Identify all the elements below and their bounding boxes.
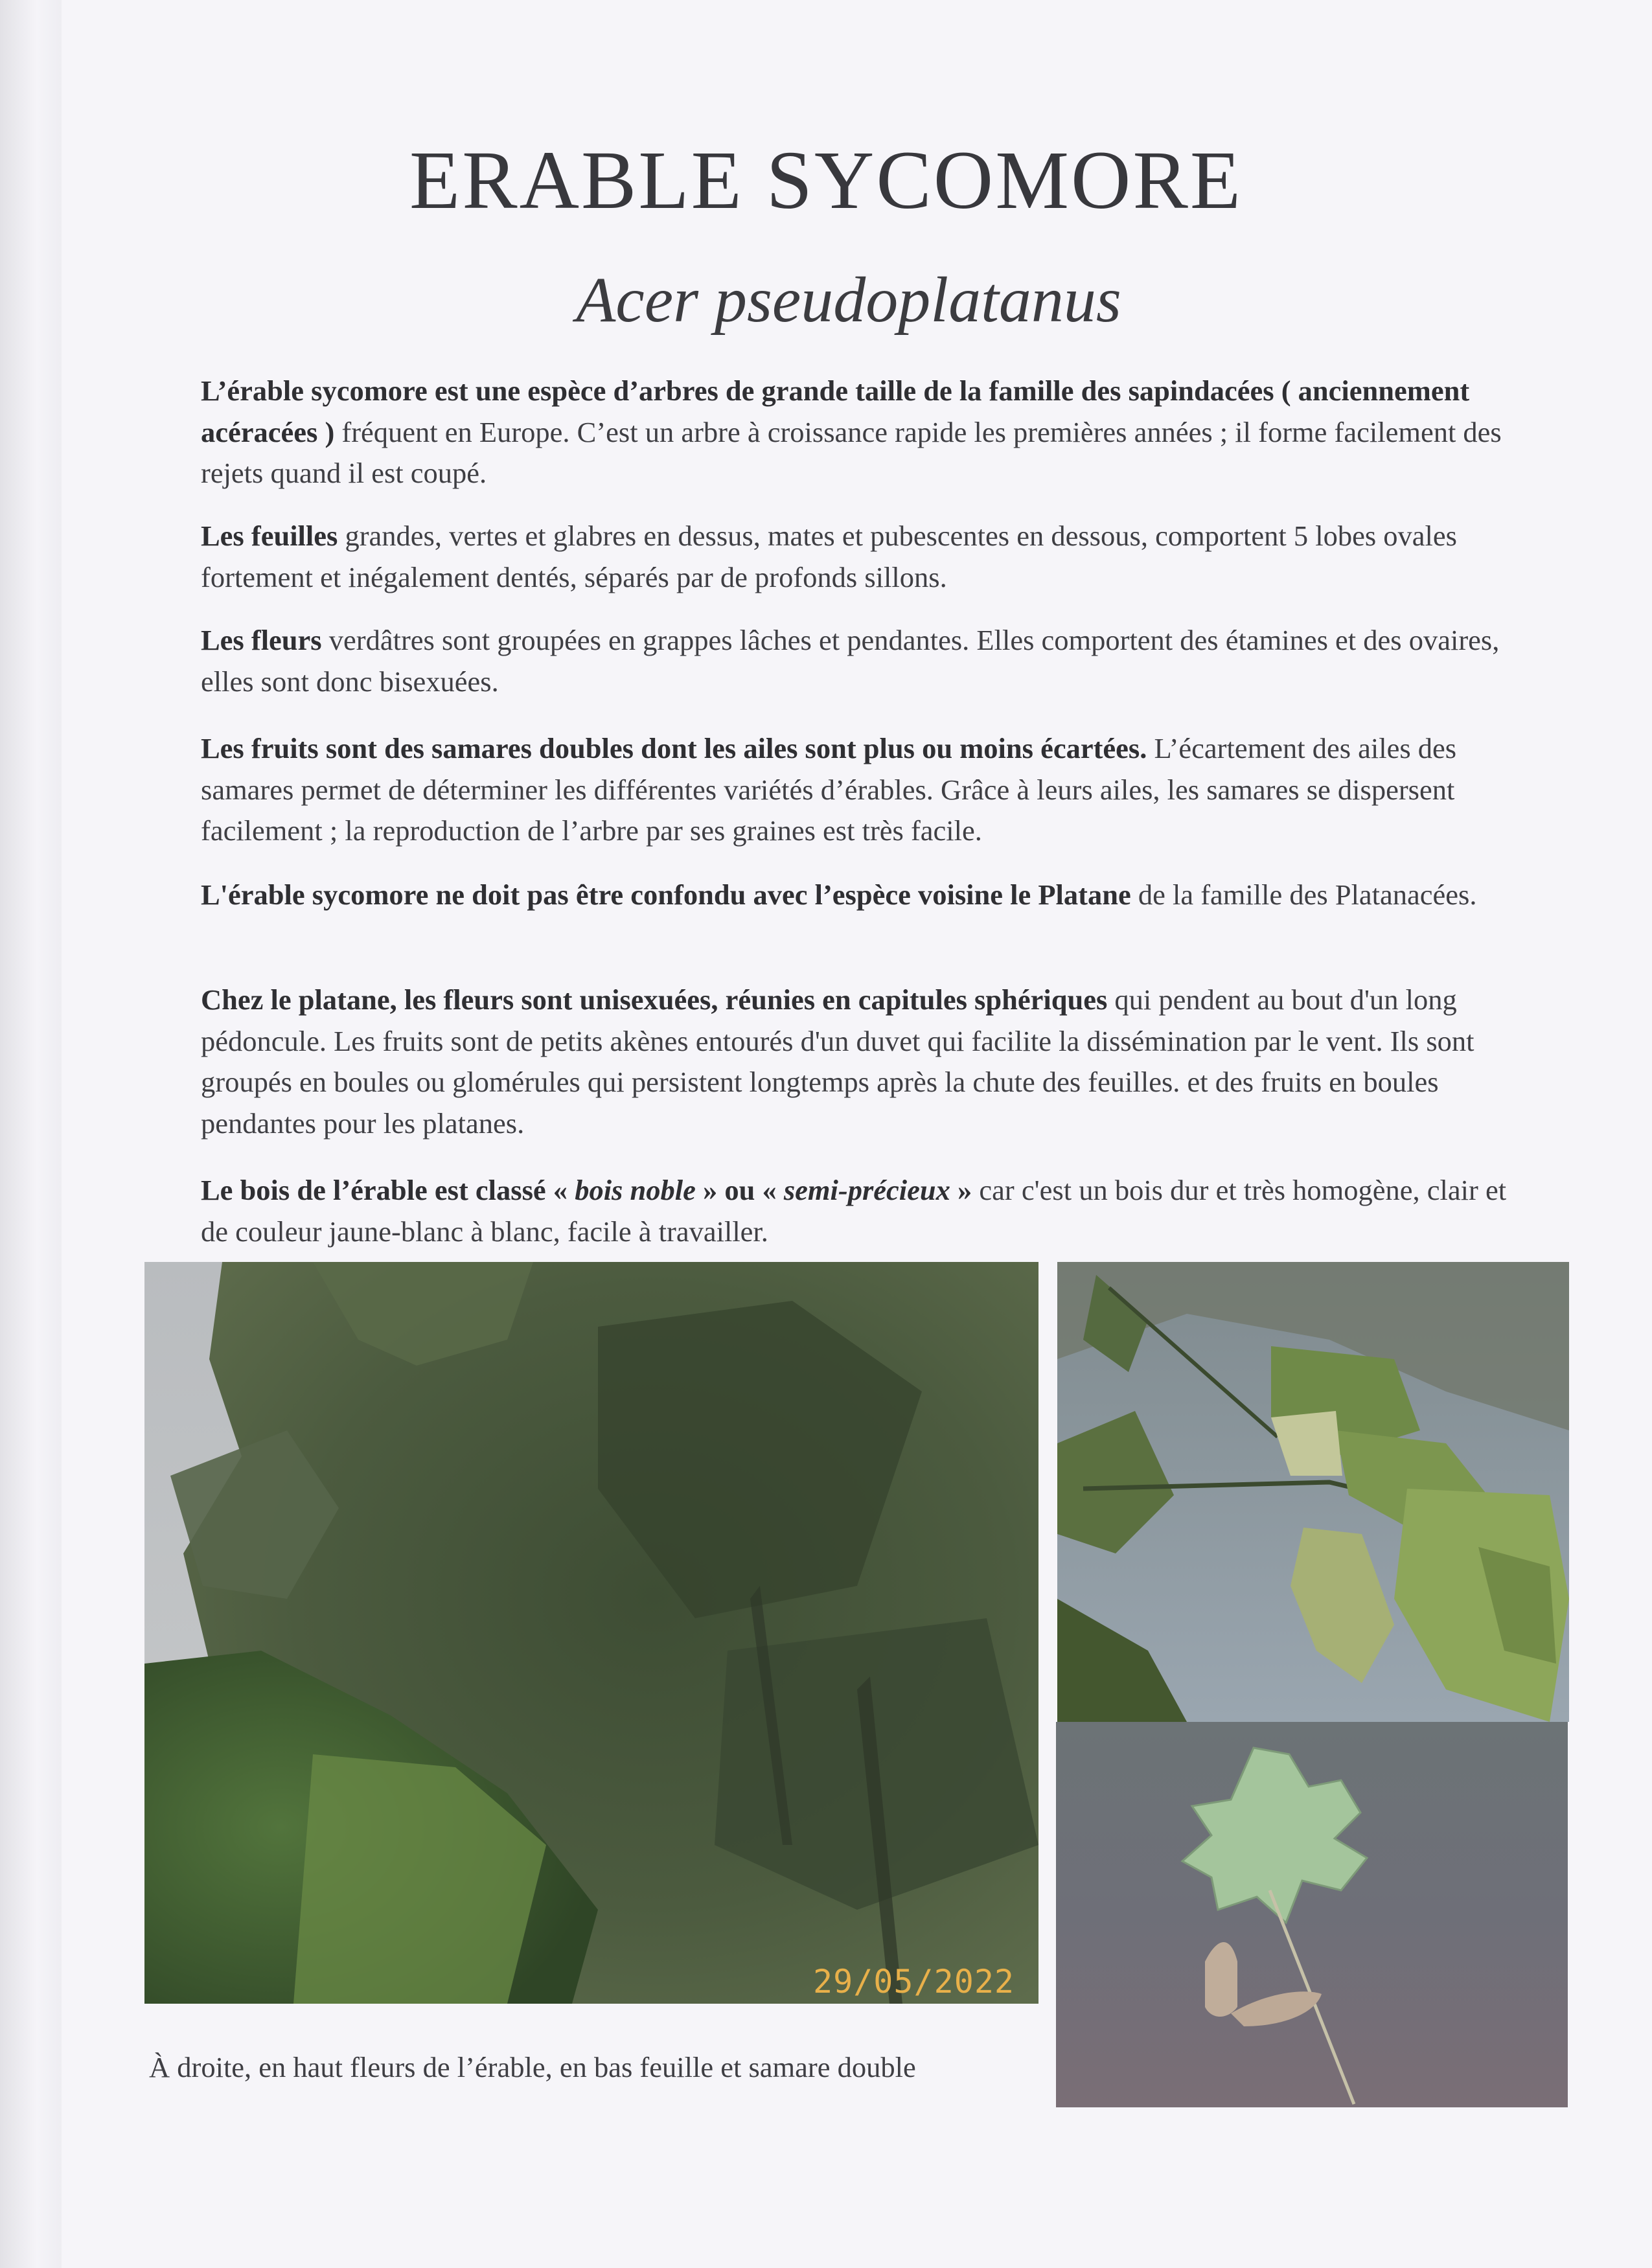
leaves-bold: Les feuilles (201, 520, 338, 552)
photo-caption: À droite, en haut fleurs de l’érable, en bas feuille et samare double (149, 2051, 916, 2083)
wood-bold-1: Le bois de l’érable est classé « (201, 1174, 568, 1206)
tree-photo-image (144, 1262, 1038, 2004)
paragraph-flowers (201, 620, 1509, 702)
platane-text: qui pendent au bout d'un long pédoncule. Les fruits sont de petits akènes entourés d'un duvet qui facilite la dissémination par le vent. Ils sont groupés en boules ou glomérules qui persistent longtemps après la chute des feuilles. et des fruits en boules pendantes pour les platanes. (201, 983, 1474, 1140)
paragraph-wood (201, 1170, 1509, 1252)
fruits-bold: Les fruits sont des samares doubles dont les ailes sont plus ou moins écartées. (201, 732, 1147, 764)
wood-text: car c'est un bois dur et très homogène, clair et de couleur jaune-blanc à blanc, facile à travailler. (201, 1174, 1507, 1248)
flowers-photo (1057, 1262, 1569, 1722)
platane-bold: Chez le platane, les fleurs sont unisexuées, réunies en capitules sphériques (201, 983, 1108, 1016)
scan-edge (0, 0, 62, 2268)
wood-bold-3: » (958, 1174, 972, 1206)
wood-bold-italic-2: semi-précieux (776, 1174, 958, 1206)
page-title: ERABLE SYCOMORE (409, 134, 1243, 226)
wood-bold-italic-1: bois noble (568, 1174, 703, 1206)
scientific-name: Acer pseudoplatanus (576, 264, 1121, 336)
photo-date-stamp: 29/05/2022 (813, 1963, 1015, 2000)
fruits-text: L’écartement des ailes des samares permet de déterminer les différentes variétés d’érables. Grâce à leurs ailes, les samares se dispersent facilement ; la reproduction de l’arbre par ses graines est très facile. (201, 732, 1457, 847)
paragraph-fruits (201, 728, 1509, 852)
wood-bold-2: » ou « (702, 1174, 777, 1206)
intro-text: fréquent en Europe. C’est un arbre à croissance rapide les premières années ; il forme facilement des rejets quand il est coupé. (201, 415, 1502, 489)
leaves-text: grandes, vertes et glabres en dessus, mates et pubescentes en dessous, comportent 5 lobes ovales fortement et inégalement dentés, séparés par de profonds sillons. (201, 520, 1457, 593)
intro-bold: L’érable sycomore est une espèce d’arbres de grande taille de la famille des sapindacées ( anciennement acéracées ) (201, 374, 1470, 448)
leaf-samara-photo-image (1056, 1722, 1568, 2107)
tree-photo (144, 1262, 1038, 2004)
paragraph-platane (201, 979, 1509, 1144)
platane-warning-text: de la famille des Platanacées. (1130, 878, 1477, 911)
flowers-text: verdâtres sont groupées en grappes lâches et pendantes. Elles comportent des étamines et des ovaires, elles sont donc bisexuées. (201, 624, 1500, 698)
leaf-samara-photo (1056, 1722, 1568, 2107)
flowers-bold: Les fleurs (201, 624, 322, 656)
flowers-photo-image (1057, 1262, 1569, 1722)
paragraph-platane-warning (201, 875, 1509, 916)
paragraph-leaves (201, 516, 1509, 598)
paragraph-intro (201, 371, 1509, 494)
platane-warning-bold: L'érable sycomore ne doit pas être confondu avec l’espèce voisine le Platane (201, 878, 1131, 911)
